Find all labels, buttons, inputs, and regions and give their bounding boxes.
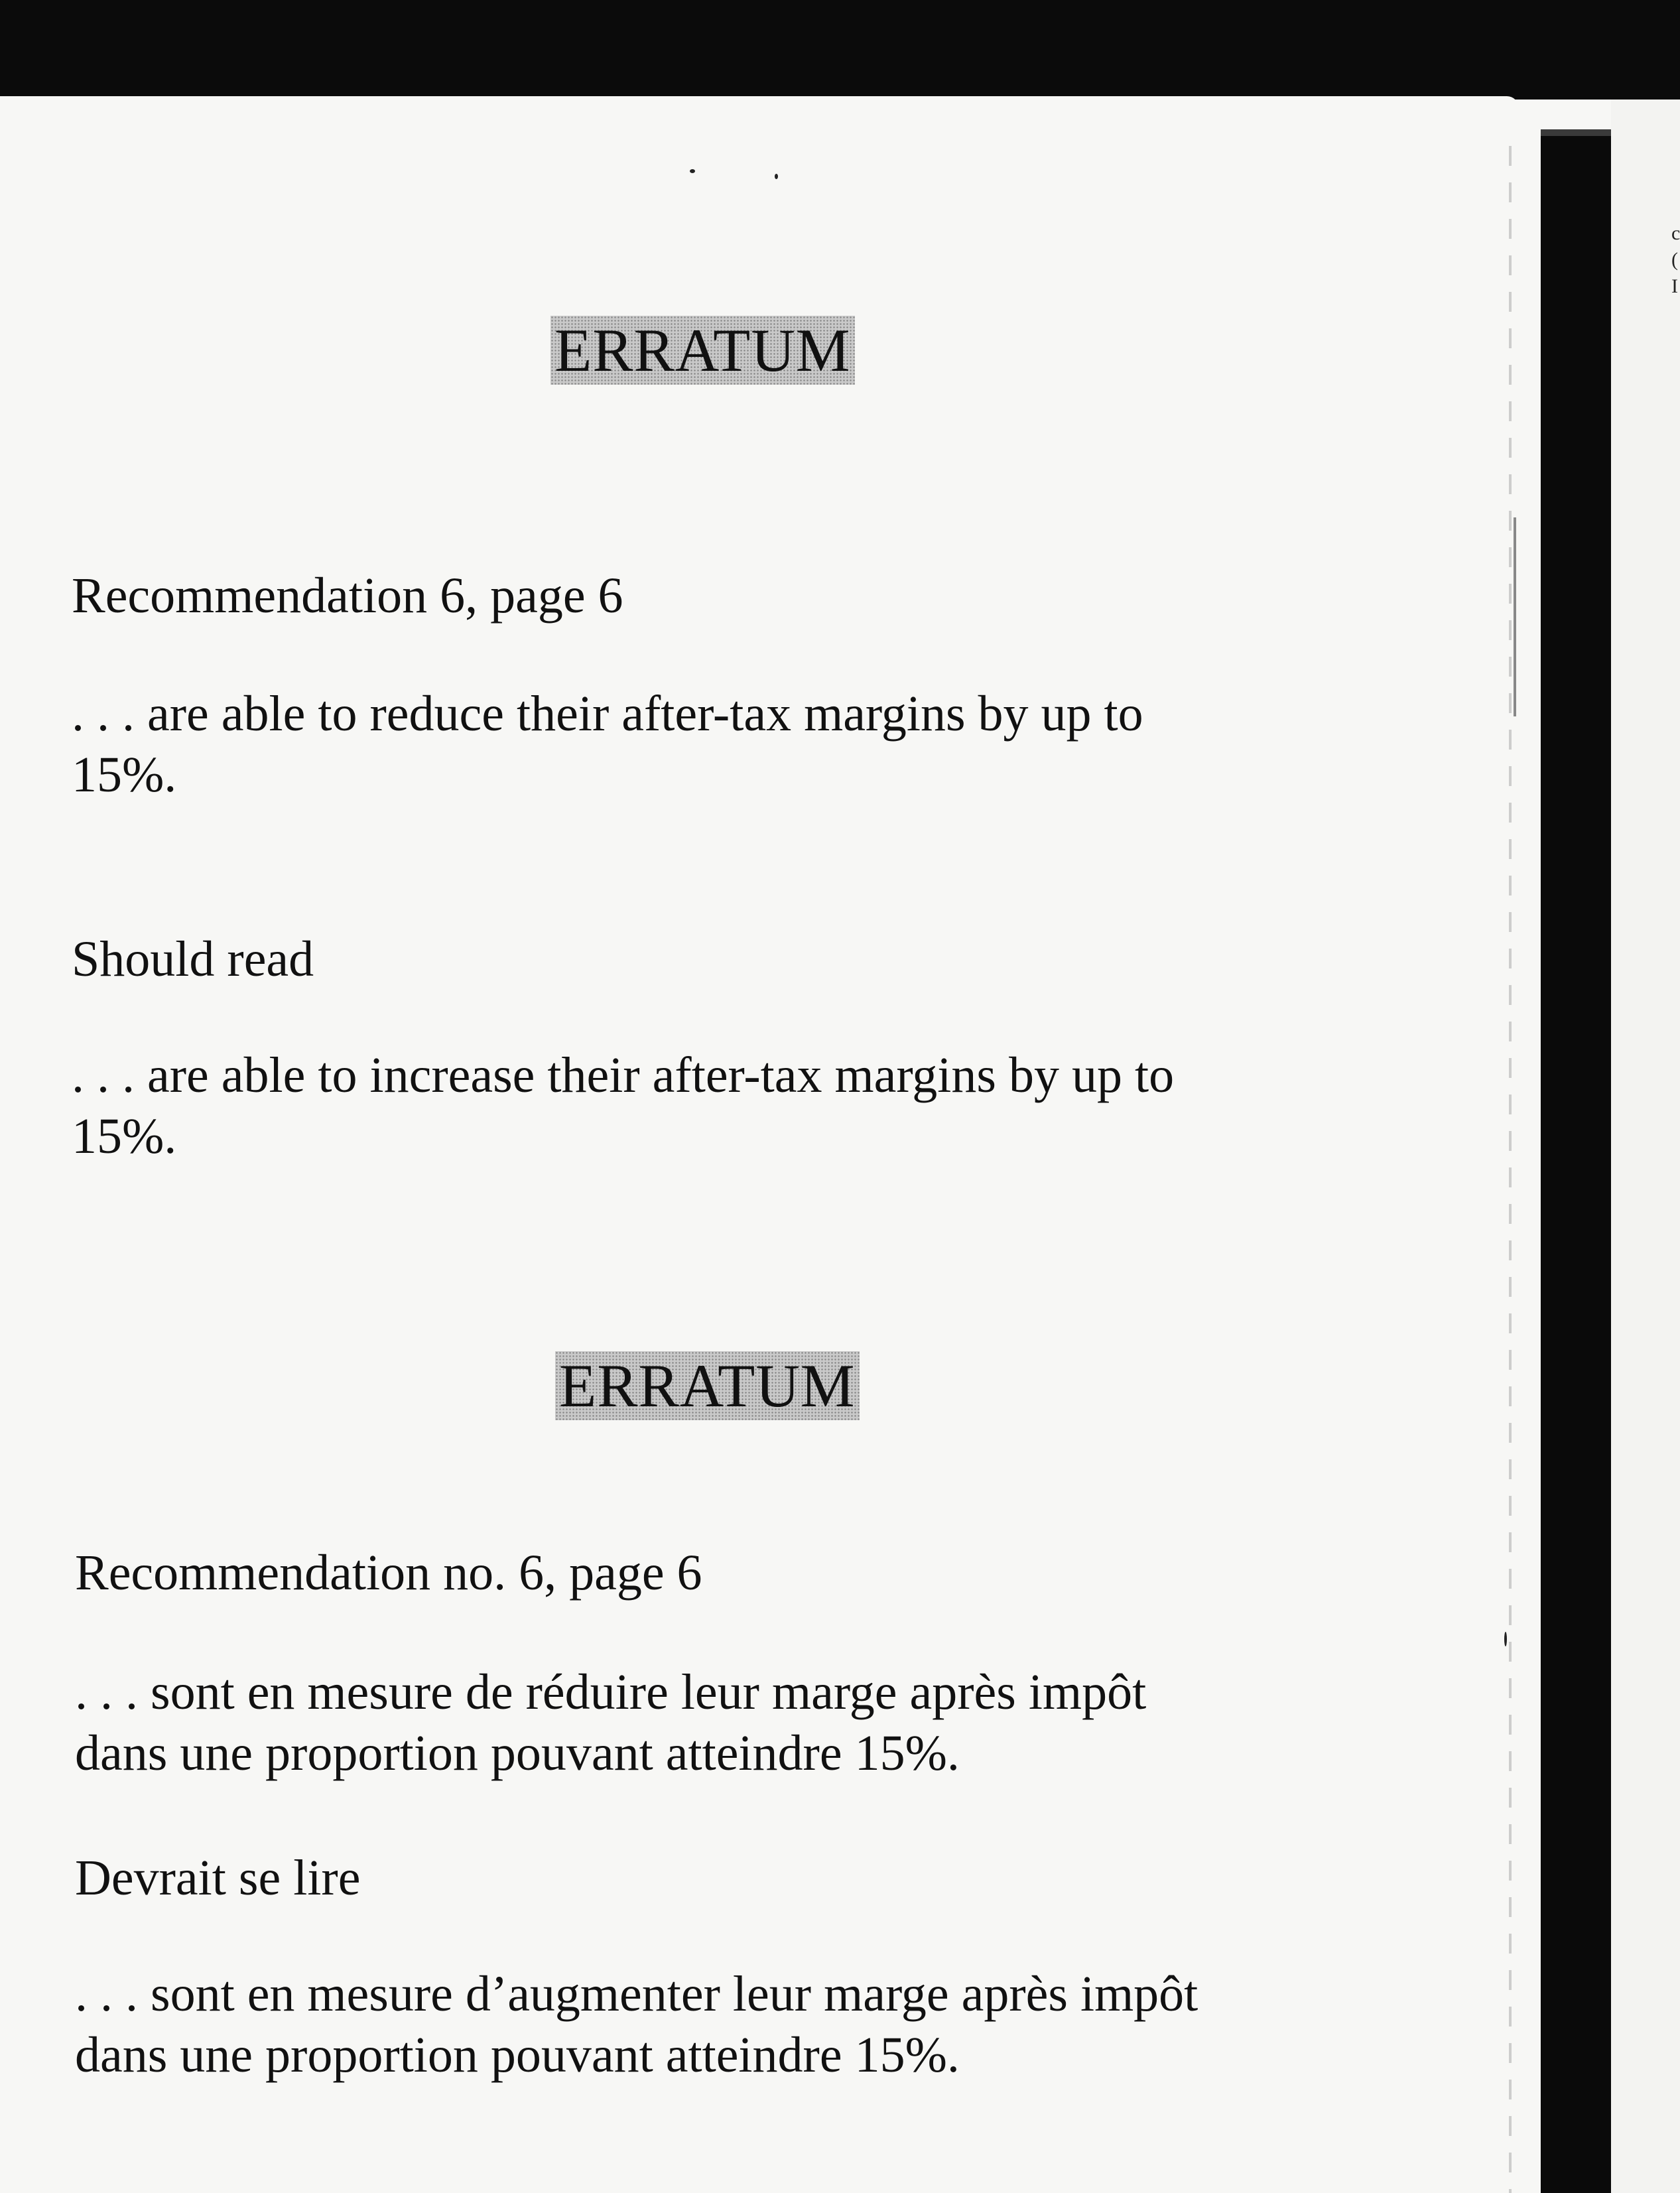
original-text-english-line1: . . . are able to reduce their after-tax margins by up to [72, 686, 1143, 742]
should-read-english: Should read [72, 931, 314, 987]
should-read-french: Devrait se lire [75, 1850, 361, 1906]
page-top-edge [0, 96, 1519, 108]
scan-dark-border-top [0, 0, 1680, 100]
adjacent-page-text: ( [1671, 249, 1678, 271]
corrected-text-english-line1: . . . are able to increase their after-tax margins by up to [72, 1047, 1175, 1103]
reference-english: Recommendation 6, page 6 [72, 568, 623, 624]
original-text-english-line2: 15%. [72, 747, 177, 803]
erratum-heading-english: ERRATUM [550, 316, 855, 385]
adjacent-page-edge [1611, 100, 1680, 2193]
scan-speck [690, 169, 695, 173]
scan-speck [1504, 1632, 1507, 1646]
scan-speck [775, 174, 778, 179]
original-text-french-line2: dans une proportion pouvant atteindre 15%. [75, 1725, 960, 1781]
page-gutter-mark [1514, 517, 1516, 716]
binding-spine [1541, 136, 1611, 2193]
page-gutter-line [1509, 146, 1512, 2193]
corrected-text-english-line2: 15%. [72, 1108, 177, 1164]
corrected-text-french-line2: dans une proportion pouvant atteindre 15%. [75, 2027, 960, 2083]
adjacent-page-text: c [1671, 222, 1680, 244]
adjacent-page-text: I [1671, 275, 1678, 297]
erratum-heading-french: ERRATUM [555, 1351, 860, 1420]
original-text-french-line1: . . . sont en mesure de réduire leur marge après impôt [75, 1664, 1147, 1720]
corrected-text-french-line1: . . . sont en mesure d’augmenter leur marge après impôt [75, 1966, 1198, 2022]
reference-french: Recommendation no. 6, page 6 [75, 1545, 702, 1601]
